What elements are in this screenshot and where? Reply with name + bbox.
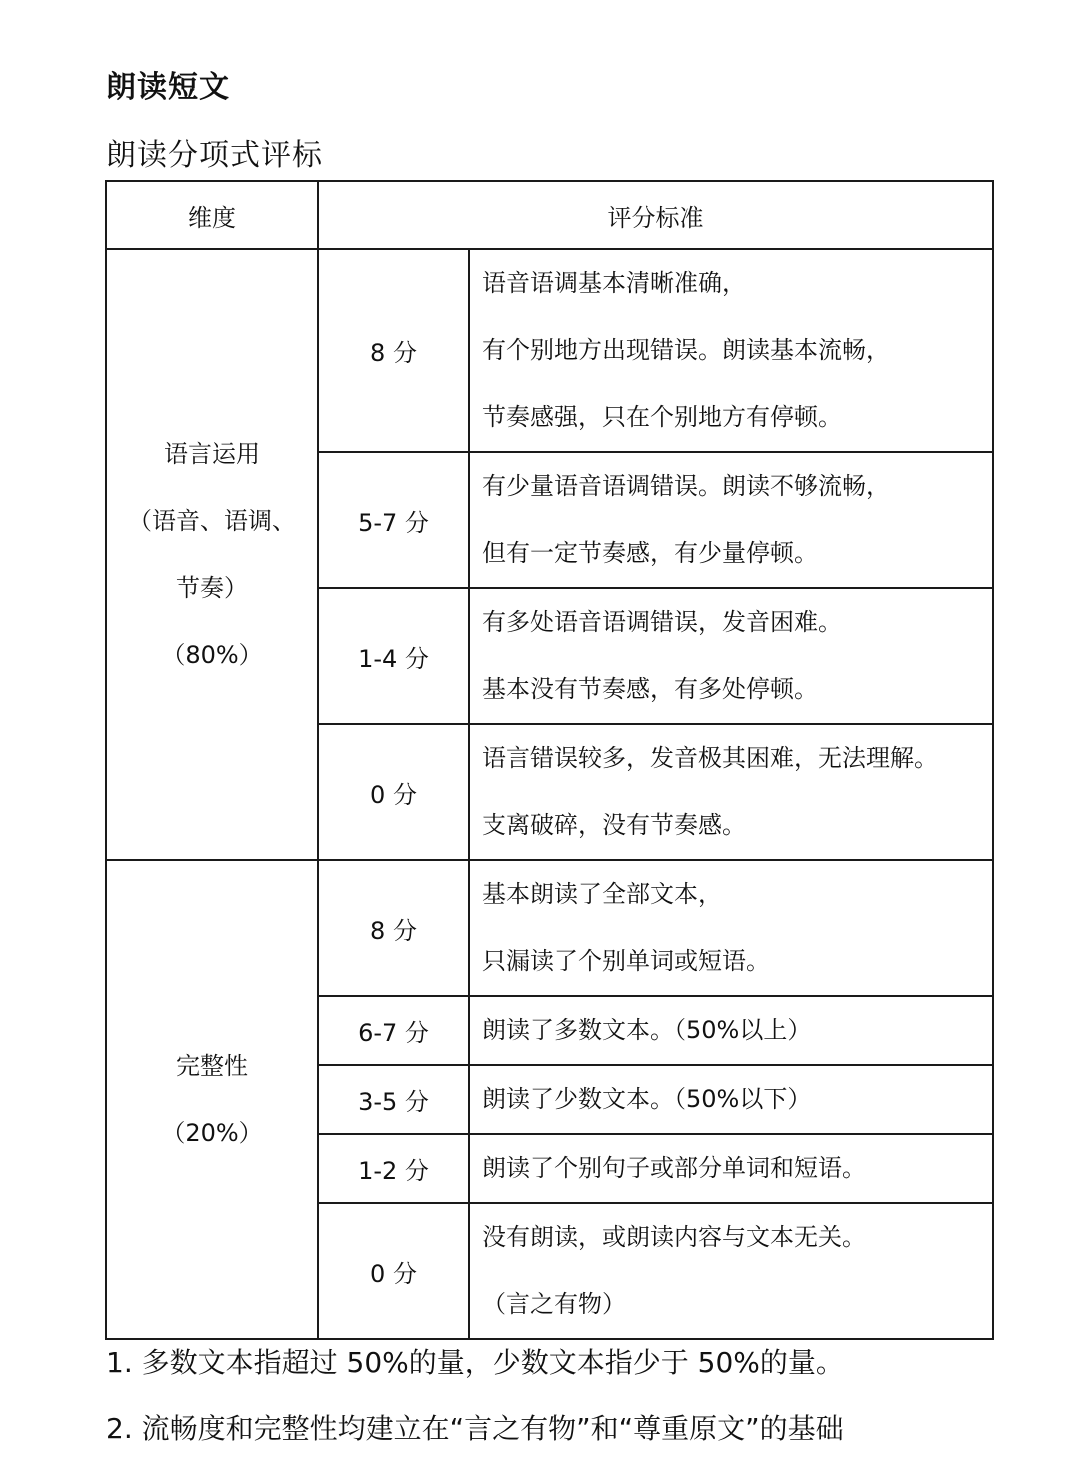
footnote-item: 1. 多数文本指超过 50%的量，少数文本指少于 50%的量。 bbox=[106, 1346, 844, 1379]
footnotes bbox=[106, 1330, 844, 1462]
criteria-line: 朗读了多数文本。（50%以上） bbox=[482, 1016, 812, 1044]
table-header-row bbox=[106, 181, 993, 249]
section-subtitle: 朗读分项式评标 bbox=[106, 138, 323, 173]
criteria-line: 基本朗读了全部文本， bbox=[482, 880, 722, 908]
dimension-label: 节奏） bbox=[176, 573, 248, 602]
criteria-cell bbox=[469, 1065, 993, 1134]
score-cell: 0 分 bbox=[318, 1203, 469, 1339]
criteria-cell bbox=[469, 1203, 993, 1339]
header-dimension: 维度 bbox=[106, 181, 318, 249]
criteria-cell bbox=[469, 588, 993, 724]
criteria-line: 没有朗读，或朗读内容与文本无关。 bbox=[482, 1223, 866, 1251]
criteria-line: （言之有物） bbox=[482, 1290, 626, 1318]
score-cell: 5-7 分 bbox=[318, 452, 469, 588]
criteria-line: 有少量语音语调错误。朗读不够流畅， bbox=[482, 472, 890, 500]
score-cell: 1-4 分 bbox=[318, 588, 469, 724]
score-cell: 1-2 分 bbox=[318, 1134, 469, 1203]
criteria-line: 朗读了少数文本。（50%以下） bbox=[482, 1085, 812, 1113]
dimension-language bbox=[106, 249, 318, 860]
dimension-label: （语音、语调、 bbox=[128, 506, 296, 535]
criteria-line: 只漏读了个别单词或短语。 bbox=[482, 947, 770, 975]
criteria-cell bbox=[469, 996, 993, 1065]
dimension-weight: （80%） bbox=[161, 640, 263, 669]
footnote-item: 2. 流畅度和完整性均建立在“言之有物”和“尊重原文”的基础 bbox=[106, 1412, 844, 1445]
criteria-line: 语音语调基本清晰准确， bbox=[482, 269, 746, 297]
criteria-cell bbox=[469, 724, 993, 860]
score-cell: 0 分 bbox=[318, 724, 469, 860]
criteria-line: 节奏感强，只在个别地方有停顿。 bbox=[482, 403, 842, 431]
score-cell: 8 分 bbox=[318, 249, 469, 452]
criteria-line: 基本没有节奏感，有多处停顿。 bbox=[482, 675, 818, 703]
criteria-line: 有多处语音语调错误，发音困难。 bbox=[482, 608, 842, 636]
dimension-label: 语言运用 bbox=[164, 439, 260, 468]
page-title: 朗读短文 bbox=[106, 70, 230, 105]
criteria-cell bbox=[469, 860, 993, 996]
dimension-label: 完整性 bbox=[176, 1051, 248, 1080]
criteria-line: 支离破碎，没有节奏感。 bbox=[482, 811, 746, 839]
score-cell: 3-5 分 bbox=[318, 1065, 469, 1134]
dimension-completeness bbox=[106, 860, 318, 1339]
criteria-line: 朗读了个别句子或部分单词和短语。 bbox=[482, 1154, 866, 1182]
criteria-line: 有个别地方出现错误。朗读基本流畅， bbox=[482, 336, 890, 364]
score-cell: 6-7 分 bbox=[318, 996, 469, 1065]
score-cell: 8 分 bbox=[318, 860, 469, 996]
rubric-table bbox=[105, 180, 994, 1340]
table-row bbox=[106, 249, 993, 452]
criteria-line: 但有一定节奏感，有少量停顿。 bbox=[482, 539, 818, 567]
criteria-cell bbox=[469, 249, 993, 452]
header-criteria: 评分标准 bbox=[318, 181, 993, 249]
table-row bbox=[106, 860, 993, 996]
criteria-line: 语言错误较多，发音极其困难，无法理解。 bbox=[482, 744, 938, 772]
criteria-cell bbox=[469, 1134, 993, 1203]
dimension-weight: （20%） bbox=[161, 1118, 263, 1147]
criteria-cell bbox=[469, 452, 993, 588]
